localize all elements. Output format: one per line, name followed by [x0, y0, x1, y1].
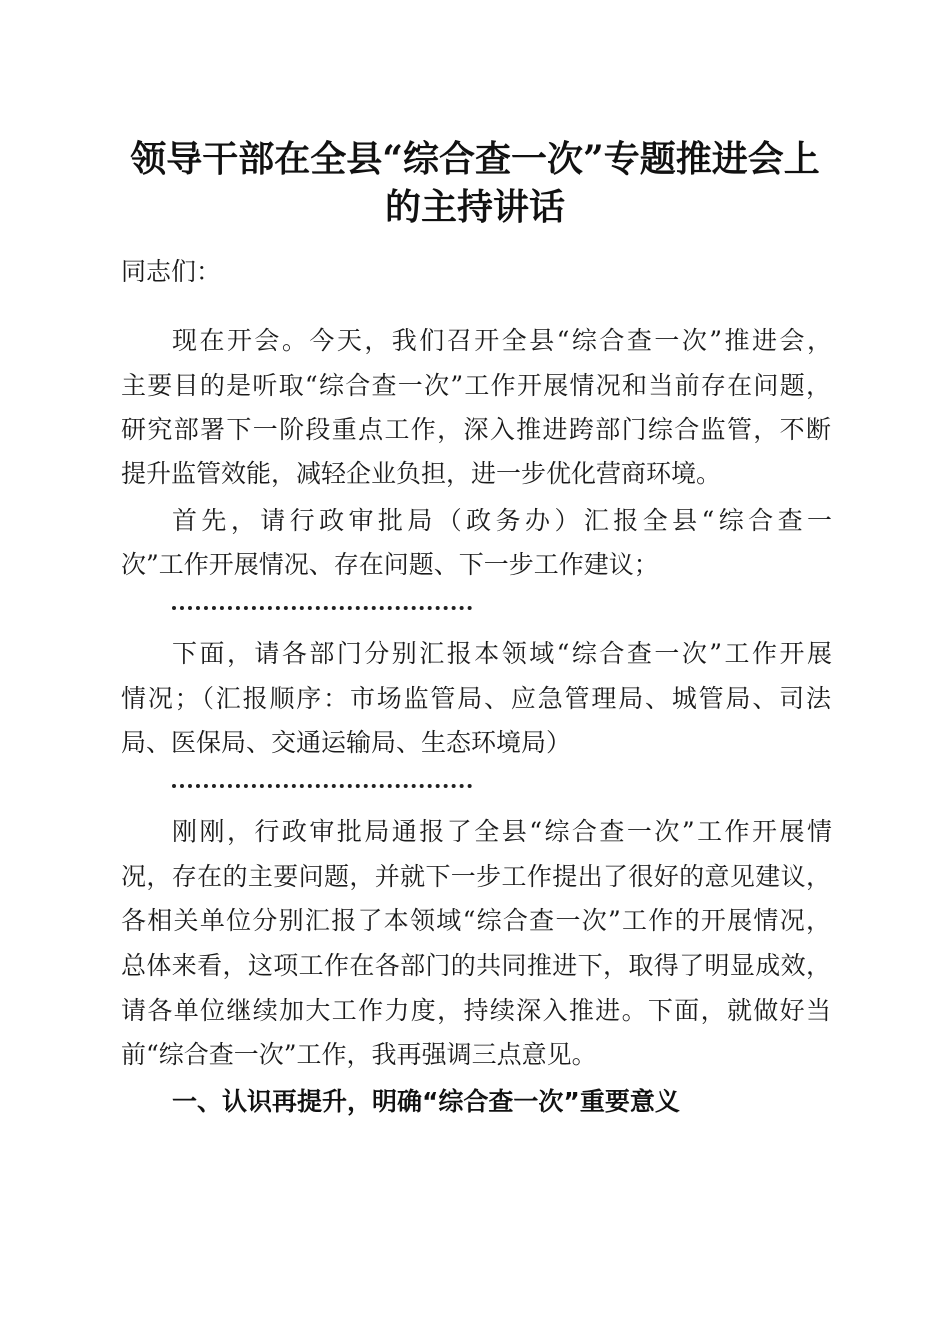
paragraph-line: 研究部署下一阶段重点工作，深入推进跨部门综合监管，不断	[121, 415, 831, 444]
document-title-line-1: 领导干部在全县“综合查一次”专题推进会上	[130, 138, 820, 180]
paragraph-line: 首先，请行政审批局（政务办）汇报全县“综合查一	[172, 506, 832, 535]
paragraph-line: 次”工作开展情况、存在问题、下一步工作建议；	[121, 550, 659, 579]
paragraph-line: 主要目的是听取“综合查一次”工作开展情况和当前存在问题，	[121, 371, 831, 400]
paragraph-line: 情况；（汇报顺序：市场监管局、应急管理局、城管局、司法	[121, 684, 831, 713]
salutation: 同志们：	[121, 257, 222, 286]
paragraph-line: 请各单位继续加大工作力度，持续深入推进。下面，就做好当	[121, 996, 831, 1025]
paragraph-line: 总体来看，这项工作在各部门的共同推进下，取得了明显成效，	[121, 951, 831, 980]
paragraph-line: 局、医保局、交通运输局、生态环境局）	[121, 728, 572, 757]
document-title-line-2: 的主持讲话	[384, 186, 565, 228]
ellipsis-divider	[172, 606, 472, 614]
paragraph-line: 提升监管效能，减轻企业负担，进一步优化营商环境。	[121, 459, 722, 488]
paragraph-line: 现在开会。今天，我们召开全县“综合查一次”推进会，	[172, 326, 832, 355]
paragraph-line: 刚刚，行政审批局通报了全县“综合查一次”工作开展情	[172, 817, 832, 846]
paragraph-line: 况，存在的主要问题，并就下一步工作提出了很好的意见建议，	[121, 862, 831, 891]
ellipsis-divider	[172, 784, 472, 792]
paragraph-line: 下面，请各部门分别汇报本领域“综合查一次”工作开展	[172, 639, 832, 668]
paragraph-line: 各相关单位分别汇报了本领域“综合查一次”工作的开展情况，	[121, 906, 831, 935]
paragraph-line: 前“综合查一次”工作，我再强调三点意见。	[121, 1040, 597, 1069]
section-heading: 一、认识再提升，明确“综合查一次”重要意义	[172, 1087, 680, 1116]
